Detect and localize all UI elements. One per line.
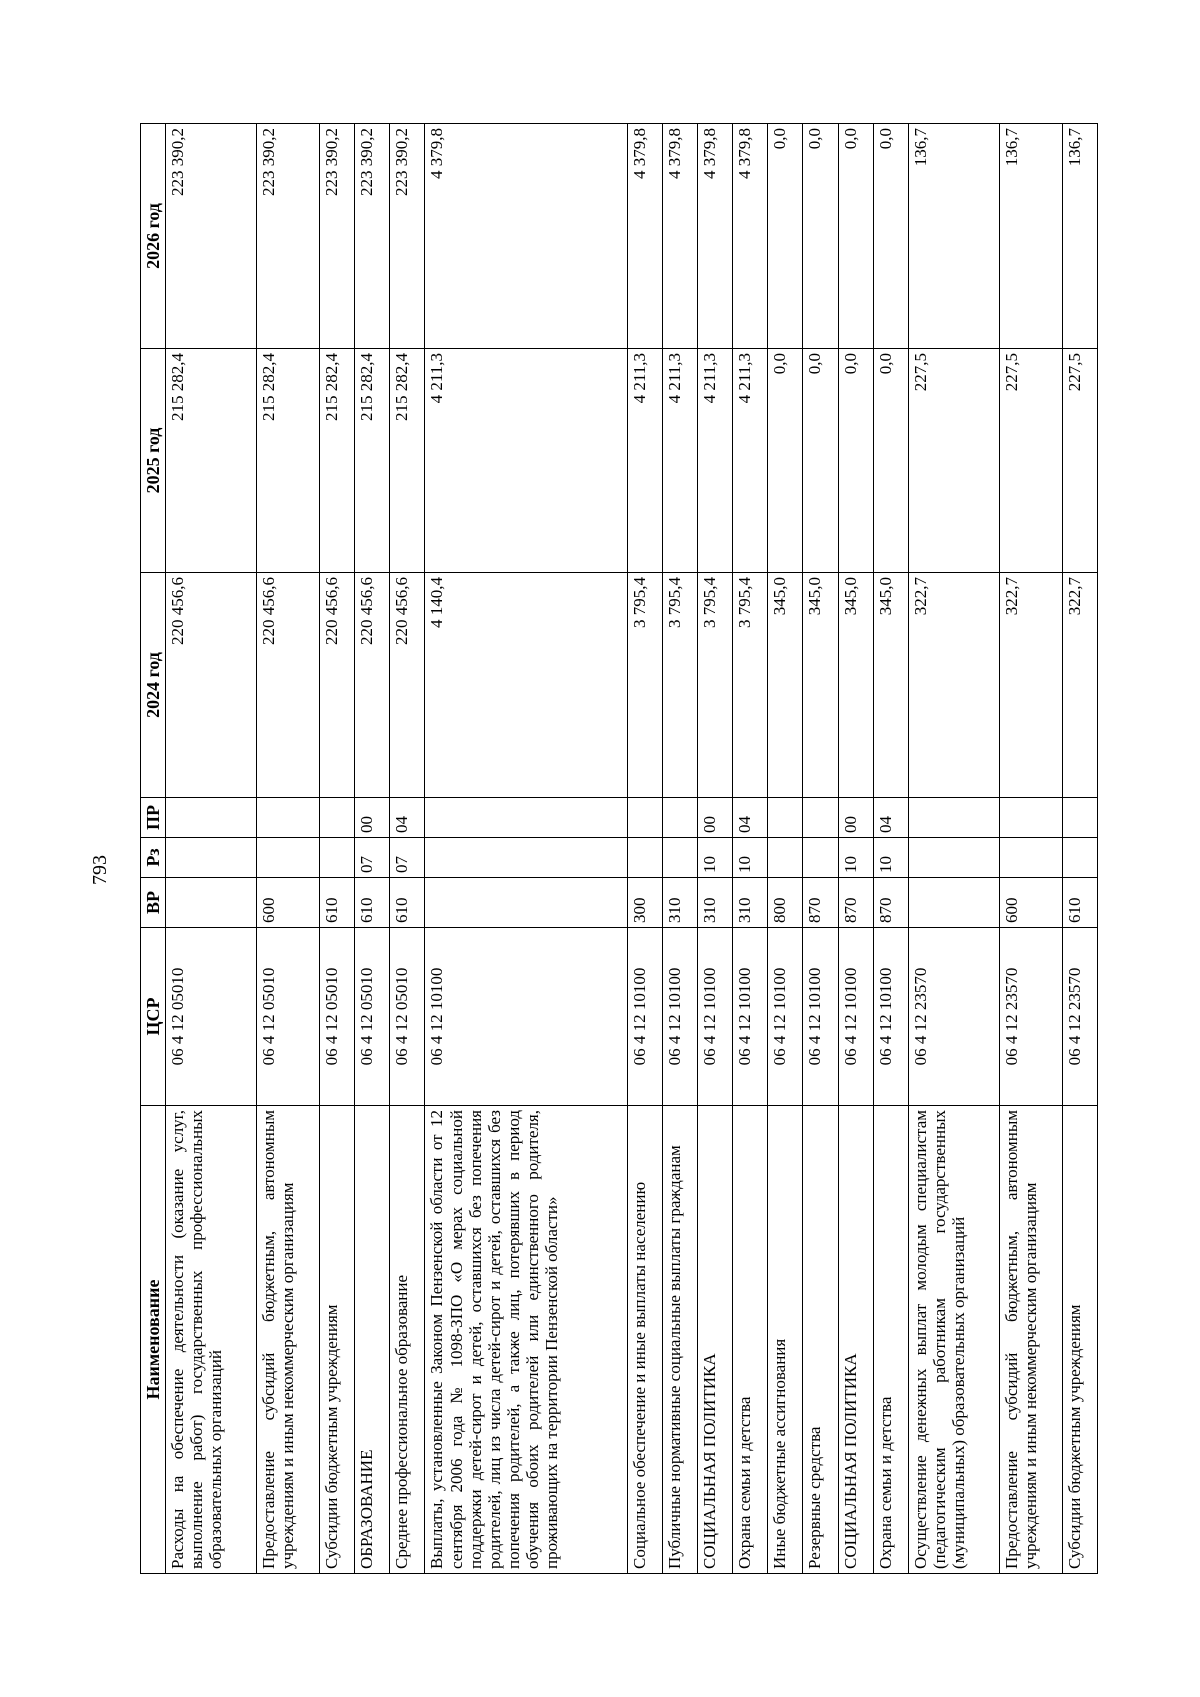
rotated-table-container [140,124,1098,1574]
cell-y2025: 0,0 [838,349,873,573]
cell-name: СОЦИАЛЬНАЯ ПОЛИТИКА [698,1106,733,1574]
cell-rz [425,838,627,878]
cell-rz: 10 [838,838,873,878]
cell-csr: 06 4 12 05010 [320,928,355,1106]
cell-y2026: 223 390,2 [390,124,425,349]
table-row [873,124,908,1574]
cell-rz: 10 [698,838,733,878]
cell-pr: 04 [390,798,425,838]
cell-csr: 06 4 12 10100 [425,928,627,1106]
cell-y2024: 3 795,4 [662,573,697,798]
cell-y2026: 223 390,2 [257,124,320,349]
cell-vr: 870 [803,878,838,928]
cell-vr: 310 [698,878,733,928]
cell-rz: 07 [390,838,425,878]
table-row [733,124,768,1574]
table-row [803,124,838,1574]
cell-y2024: 322,7 [999,573,1062,798]
cell-y2025: 0,0 [803,349,838,573]
cell-name: Иные бюджетные ассигнования [768,1106,803,1574]
cell-pr [999,798,1062,838]
cell-name: Осуществление денежных выплат молодым специалистам (педагогическим работникам государственных (муниципальных) образовательных организаций [908,1106,999,1574]
cell-pr [803,798,838,838]
cell-y2024: 345,0 [768,573,803,798]
cell-y2026: 4 379,8 [698,124,733,349]
cell-pr: 04 [873,798,908,838]
cell-pr [1062,798,1097,838]
cell-rz [627,838,662,878]
cell-y2026: 0,0 [873,124,908,349]
cell-vr: 610 [320,878,355,928]
cell-pr [627,798,662,838]
cell-csr: 06 4 12 10100 [873,928,908,1106]
cell-y2026: 223 390,2 [166,124,257,349]
cell-y2024: 345,0 [803,573,838,798]
header-2024: 2024 год [141,573,166,798]
cell-y2025: 4 211,3 [662,349,697,573]
table-row [999,124,1062,1574]
cell-csr: 06 4 12 10100 [803,928,838,1106]
cell-rz: 10 [733,838,768,878]
table-row [768,124,803,1574]
header-2025: 2025 год [141,349,166,573]
cell-y2024: 3 795,4 [627,573,662,798]
cell-csr: 06 4 12 05010 [166,928,257,1106]
cell-y2025: 215 282,4 [355,349,390,573]
cell-vr: 610 [390,878,425,928]
cell-y2025: 4 211,3 [425,349,627,573]
cell-vr: 610 [1062,878,1097,928]
cell-name: Резервные средства [803,1106,838,1574]
cell-vr: 310 [662,878,697,928]
cell-name: Субсидии бюджетным учреждениям [320,1106,355,1574]
cell-y2026: 136,7 [1062,124,1097,349]
cell-csr: 06 4 12 23570 [999,928,1062,1106]
cell-y2026: 136,7 [999,124,1062,349]
cell-y2025: 227,5 [908,349,999,573]
cell-y2024: 220 456,6 [166,573,257,798]
cell-csr: 06 4 12 10100 [627,928,662,1106]
cell-name: СОЦИАЛЬНАЯ ПОЛИТИКА [838,1106,873,1574]
cell-csr: 06 4 12 10100 [698,928,733,1106]
cell-vr: 870 [838,878,873,928]
cell-rz [999,838,1062,878]
cell-csr: 06 4 12 23570 [1062,928,1097,1106]
cell-pr: 04 [733,798,768,838]
table-row [257,124,320,1574]
header-rz: Рз [141,838,166,878]
budget-table [140,123,1098,1574]
cell-rz [257,838,320,878]
cell-vr [166,878,257,928]
header-csr: ЦСР [141,928,166,1106]
cell-y2025: 4 211,3 [733,349,768,573]
cell-pr: 00 [838,798,873,838]
cell-vr: 310 [733,878,768,928]
header-vr: ВР [141,878,166,928]
cell-csr: 06 4 12 05010 [355,928,390,1106]
cell-name: Расходы на обеспечение деятельности (оказание услуг, выполнение работ) государственных профессиональных образовательных организаций [166,1106,257,1574]
cell-y2024: 220 456,6 [355,573,390,798]
cell-rz: 07 [355,838,390,878]
cell-name: Публичные нормативные социальные выплаты гражданам [662,1106,697,1574]
cell-vr: 610 [355,878,390,928]
cell-vr: 870 [873,878,908,928]
cell-y2024: 220 456,6 [257,573,320,798]
cell-rz [320,838,355,878]
cell-name: Выплаты, установленные Законом Пензенской области от 12 сентября 2006 года № 1098-ЗПО «О мерах социальной поддержки детей-сирот и детей, оставшихся без попечения родителей, лиц из числа детей-сирот и детей, оставшихся без попечения родителей, а также лиц, потерявших в период обучения обоих родителей или единственного родителя, проживающих на территории Пензенской области» [425,1106,627,1574]
cell-name: Охрана семьи и детства [873,1106,908,1574]
cell-pr [425,798,627,838]
cell-pr [908,798,999,838]
header-2026: 2026 год [141,124,166,349]
cell-y2025: 227,5 [1062,349,1097,573]
cell-rz [908,838,999,878]
table-header-row [141,124,166,1574]
cell-vr: 300 [627,878,662,928]
cell-csr: 06 4 12 10100 [733,928,768,1106]
cell-name: Социальное обеспечение и иные выплаты населению [627,1106,662,1574]
table-row [390,124,425,1574]
cell-y2025: 227,5 [999,349,1062,573]
cell-y2025: 4 211,3 [698,349,733,573]
cell-rz [803,838,838,878]
cell-pr [257,798,320,838]
table-row [425,124,627,1574]
cell-rz [1062,838,1097,878]
table-row [355,124,390,1574]
cell-name: Среднее профессиональное образование [390,1106,425,1574]
cell-csr: 06 4 12 05010 [257,928,320,1106]
cell-y2026: 223 390,2 [320,124,355,349]
cell-csr: 06 4 12 23570 [908,928,999,1106]
table-body [166,124,1098,1574]
table-row [166,124,257,1574]
cell-y2024: 345,0 [873,573,908,798]
cell-y2025: 0,0 [873,349,908,573]
header-pr: ПР [141,798,166,838]
cell-vr [908,878,999,928]
cell-y2025: 215 282,4 [390,349,425,573]
table-row [320,124,355,1574]
table-row [627,124,662,1574]
table-row [1062,124,1097,1574]
table-row [662,124,697,1574]
cell-y2024: 3 795,4 [733,573,768,798]
cell-y2025: 215 282,4 [257,349,320,573]
cell-y2026: 0,0 [803,124,838,349]
cell-pr [320,798,355,838]
cell-y2025: 0,0 [768,349,803,573]
cell-vr: 600 [257,878,320,928]
cell-vr: 600 [999,878,1062,928]
cell-name: ОБРАЗОВАНИЕ [355,1106,390,1574]
cell-y2024: 220 456,6 [320,573,355,798]
cell-y2025: 4 211,3 [627,349,662,573]
cell-y2026: 4 379,8 [627,124,662,349]
cell-vr [425,878,627,928]
cell-csr: 06 4 12 10100 [838,928,873,1106]
cell-name: Предоставление субсидий бюджетным, автономным учреждениям и иным некоммерческим организациям [257,1106,320,1574]
cell-y2024: 4 140,4 [425,573,627,798]
cell-vr: 800 [768,878,803,928]
cell-rz [166,838,257,878]
cell-name: Предоставление субсидий бюджетным, автономным учреждениям и иным некоммерческим организациям [999,1106,1062,1574]
cell-y2026: 0,0 [838,124,873,349]
cell-y2026: 223 390,2 [355,124,390,349]
cell-pr: 00 [698,798,733,838]
table-row [838,124,873,1574]
cell-name: Субсидии бюджетным учреждениям [1062,1106,1097,1574]
cell-y2024: 3 795,4 [698,573,733,798]
cell-rz: 10 [873,838,908,878]
cell-pr [768,798,803,838]
cell-y2026: 4 379,8 [662,124,697,349]
cell-pr [662,798,697,838]
cell-y2024: 322,7 [1062,573,1097,798]
cell-y2025: 215 282,4 [166,349,257,573]
cell-y2024: 345,0 [838,573,873,798]
cell-csr: 06 4 12 05010 [390,928,425,1106]
table-row [908,124,999,1574]
cell-y2026: 4 379,8 [733,124,768,349]
cell-y2024: 220 456,6 [390,573,425,798]
cell-name: Охрана семьи и детства [733,1106,768,1574]
cell-csr: 06 4 12 10100 [768,928,803,1106]
cell-csr: 06 4 12 10100 [662,928,697,1106]
cell-y2026: 136,7 [908,124,999,349]
cell-rz [768,838,803,878]
cell-y2026: 0,0 [768,124,803,349]
cell-y2025: 215 282,4 [320,349,355,573]
cell-y2024: 322,7 [908,573,999,798]
cell-y2026: 4 379,8 [425,124,627,349]
cell-rz [662,838,697,878]
page-number: 793 [89,855,111,885]
header-name: Наименование [141,1106,166,1574]
cell-pr: 00 [355,798,390,838]
table-row [698,124,733,1574]
cell-pr [166,798,257,838]
